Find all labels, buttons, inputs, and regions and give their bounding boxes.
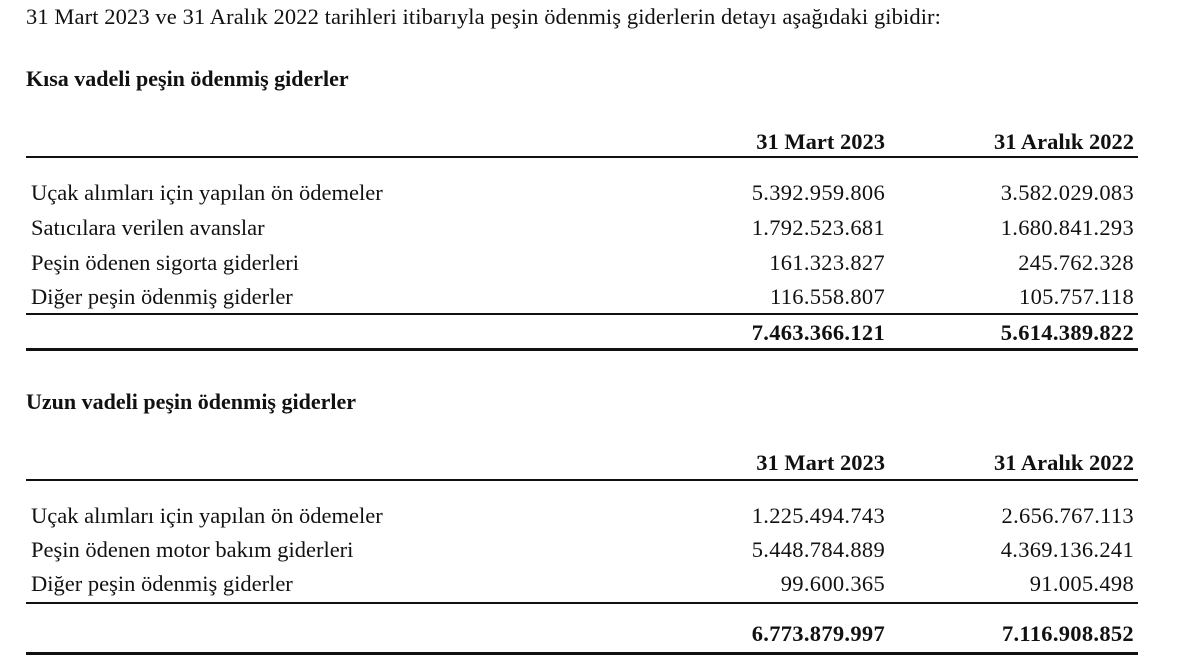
long-term-total: 6.773.879.997 — [751, 621, 885, 646]
short-term-row-label: Satıcılara verilen avanslar — [31, 215, 265, 240]
long-term-row-value: 4.369.136.241 — [1000, 537, 1134, 562]
short-term-title: Kısa vadeli peşin ödenmiş giderler — [26, 66, 349, 91]
long-term-row-label: Uçak alımları için yapılan ön ödemeler — [31, 503, 383, 528]
short-term-row-value: 1.680.841.293 — [1000, 215, 1134, 240]
long-term-col-header-1: 31 Mart 2023 — [756, 450, 885, 475]
short-term-row-value: 1.792.523.681 — [751, 215, 885, 240]
long-term-title: Uzun vadeli peşin ödenmiş giderler — [26, 389, 357, 414]
short-term-total-rule — [26, 313, 1138, 315]
short-term-row-label: Peşin ödenen sigorta giderleri — [31, 250, 300, 275]
short-term-col-header-2: 31 Aralık 2022 — [993, 129, 1134, 154]
short-term-row-label: Uçak alımları için yapılan ön ödemeler — [31, 180, 383, 205]
long-term-row-label: Peşin ödenen motor bakım giderleri — [31, 537, 354, 562]
short-term-row-value: 116.558.807 — [770, 284, 885, 309]
long-term-row-label: Diğer peşin ödenmiş giderler — [31, 571, 293, 596]
short-term-header-rule — [26, 156, 1138, 158]
short-term-row-value: 105.757.118 — [1019, 284, 1134, 309]
long-term-header-rule — [26, 479, 1138, 481]
long-term-col-header-2: 31 Aralık 2022 — [993, 450, 1134, 475]
short-term-col-header-1: 31 Mart 2023 — [756, 129, 885, 154]
short-term-row-value: 5.392.959.806 — [751, 180, 885, 205]
long-term-total-rule — [26, 602, 1138, 604]
long-term-row-value: 99.600.365 — [780, 571, 885, 596]
long-term-total: 7.116.908.852 — [1001, 621, 1134, 646]
short-term-row-value: 245.762.328 — [1018, 250, 1134, 275]
short-term-row-value: 161.323.827 — [769, 250, 885, 275]
short-term-row-value: 3.582.029.083 — [1000, 180, 1134, 205]
short-term-total: 5.614.389.822 — [1000, 320, 1134, 345]
short-term-bottom-rule — [26, 348, 1138, 351]
long-term-row-value: 91.005.498 — [1029, 571, 1134, 596]
long-term-row-value: 1.225.494.743 — [751, 503, 885, 528]
short-term-row-label: Diğer peşin ödenmiş giderler — [31, 284, 293, 309]
short-term-total: 7.463.366.121 — [751, 320, 885, 345]
long-term-bottom-rule — [26, 652, 1138, 655]
intro-text: 31 Mart 2023 ve 31 Aralık 2022 tarihleri itibarıyla peşin ödenmiş giderlerin detayı aşağıdaki gibidir: — [26, 4, 941, 29]
long-term-row-value: 2.656.767.113 — [1001, 503, 1134, 528]
long-term-row-value: 5.448.784.889 — [751, 537, 885, 562]
